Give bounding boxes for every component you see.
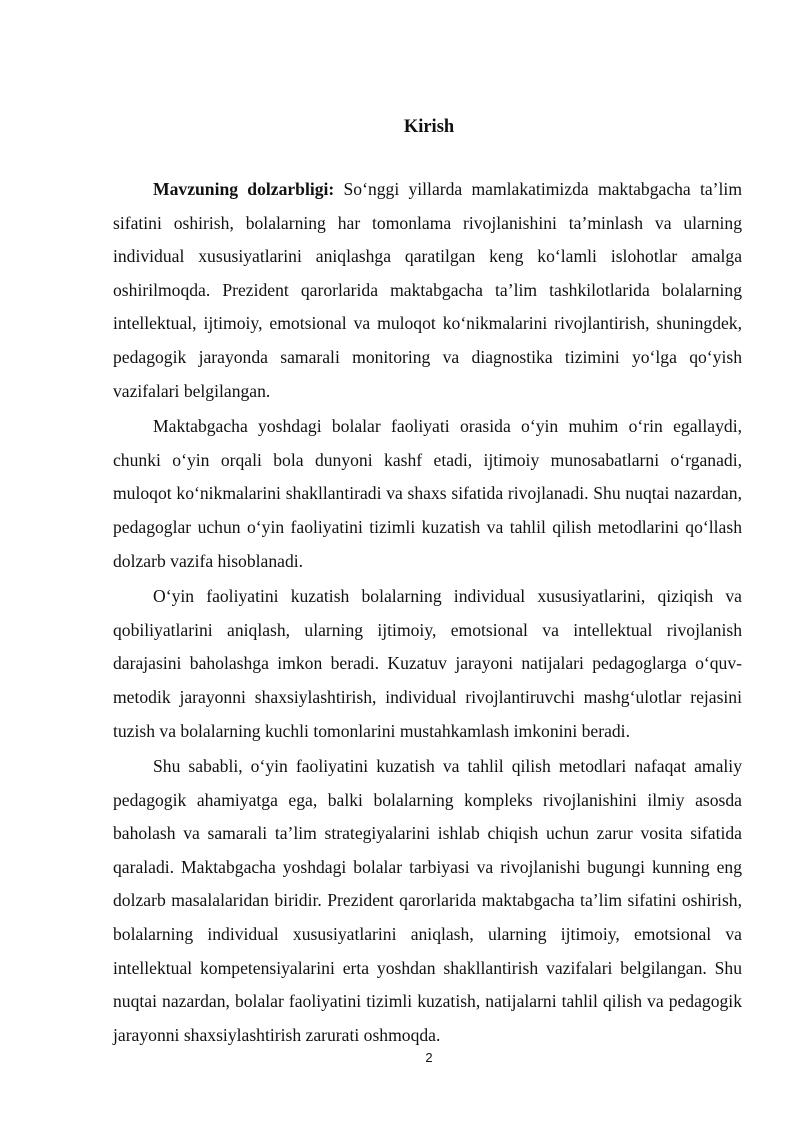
paragraph-relevance [113,173,742,408]
paragraph-conclusion: Shu sababli, o‘yin faoliyatini kuzatish va tahlil qilish metodlari nafaqat amaliy pedagogik ahamiyatga ega, balki bolalarning kompleks rivojlanishini ilmiy asosda baholash va samarali ta’lim strategiyalarini ishlab chiqish uchun zarur vosita sifatida qaraladi. Maktabgacha yoshdagi bolalar tarbiyasi va rivojlanishi bugungi kunning eng dolzarb masalalaridan biridir. Prezident qarorlarida maktabgacha ta’lim sifatini oshirish, bolalarning individual xususiyatlarini aniqlash, ularning ijtimoiy, emotsional va intellektual kompetensiyalarini erta yoshdan shakllantirish vazifalari belgilangan. Shu nuqtai nazardan, bolalar faoliyatini tizimli kuzatish, natijalarni tahlil qilish va pedagogik jarayonni shaxsiylashtirish zarurati oshmoqda. [113,756,742,1045]
page-number: 2 [425,1050,433,1065]
paragraph-observation: O‘yin faoliyatini kuzatish bolalarning individual xususiyatlarini, qiziqish va qobiliyatlarini aniqlash, ularning ijtimoiy, emotsional va intellektual rivojlanish darajasini baholashga imkon beradi. Kuzatuv jarayoni natijalari pedagoglarga o‘quv-metodik jarayonni shaxsiylashtirish, individual rivojlantiruvchi mashg‘ulotlar rejasini tuzish va bolalarning kuchli tomonlarini mustahkamlash imkonini beradi. [113,586,742,741]
paragraph-lead: Mavzuning dolzarbligi: [153,179,335,199]
paragraph-play-activity: Maktabgacha yoshdagi bolalar faoliyati orasida o‘yin muhim o‘rin egallaydi, chunki o‘yin orqali bola dunyoni kashf etadi, ijtimoiy munosabatlarni o‘rganadi, muloqot ko‘nikmalarini shakllantiradi va shaxs sifatida rivojlanadi. Shu nuqtai nazardan, pedagoglar uchun o‘yin faoliyatini tizimli kuzatish va tahlil qilish metodlarini qo‘llash dolzarb vazifa hisoblanadi. [113,416,742,571]
paragraph-text: So‘nggi yillarda mamlakatimizda maktabgacha ta’lim sifatini oshirish, bolalarning har tomonlama rivojlanishini ta’minlash va ularning individual xususiyatlarini aniqlashga qaratilgan keng ko‘lamli islohotlar amalga oshirilmoqda. Prezident qarorlarida maktabgacha ta’lim tashkilotlarida bolalarning intellektual, ijtimoiy, emotsional va muloqot ko‘nikmalarini rivojlantirish, shuningdek, pedagogik jarayonda samarali monitoring va diagnostika tizimini yo‘lga qo‘yish vazifalari belgilangan. [113,179,743,401]
page-title: Kirish [403,117,455,137]
document-body [113,173,742,1052]
